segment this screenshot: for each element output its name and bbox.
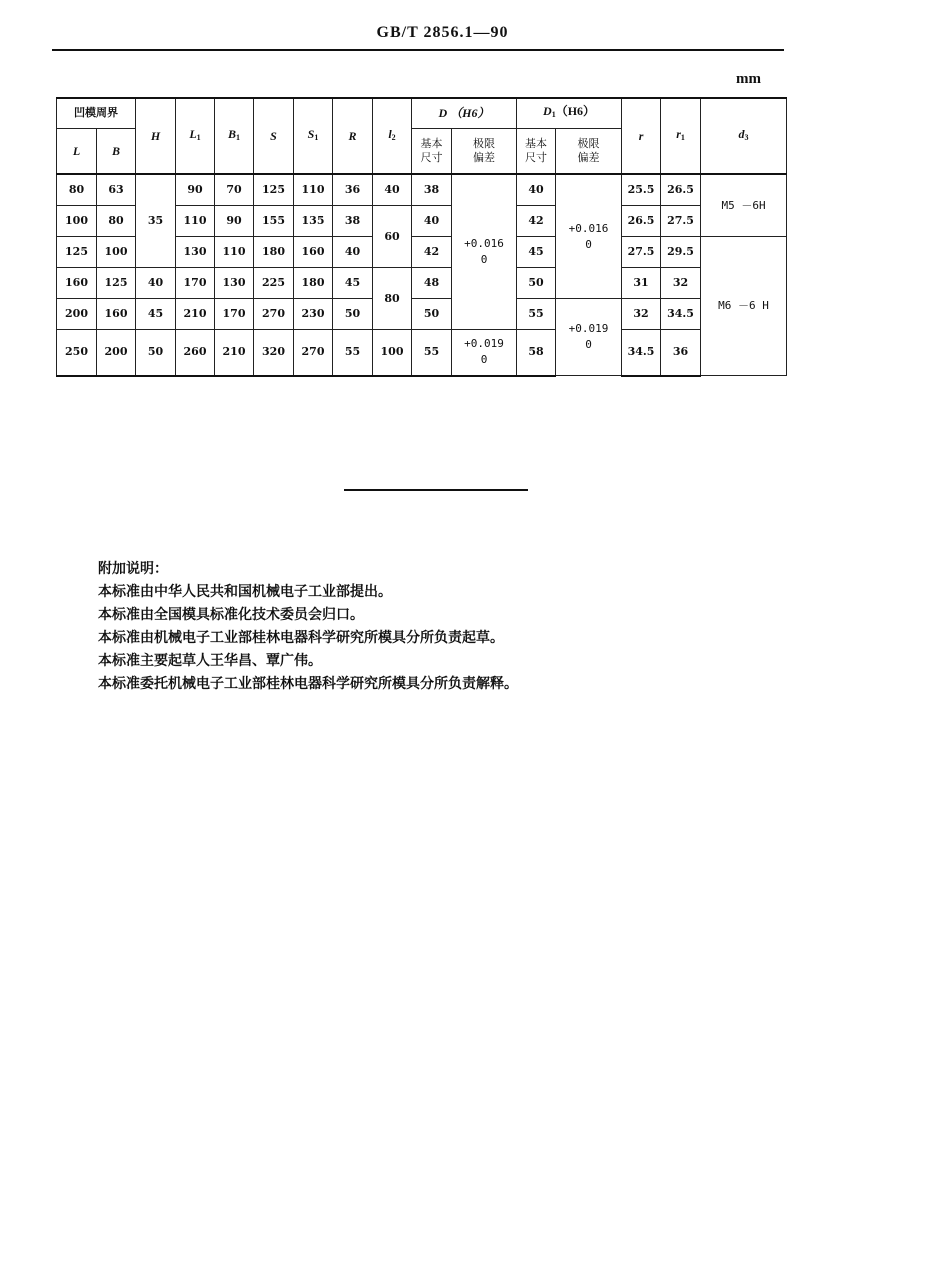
cell-S: 320 [254, 330, 294, 376]
cell-S1: 270 [294, 330, 333, 376]
cell-D1: 40 [517, 174, 556, 206]
col-D1-deviation: 极限 偏差 [556, 128, 622, 174]
cell-R: 36 [333, 174, 373, 206]
cell-D: 38 [412, 174, 452, 206]
cell-r: 31 [622, 268, 661, 299]
cell-D: 48 [412, 268, 452, 299]
cell-L: 100 [57, 206, 97, 237]
col-S1: $S_1$ [294, 98, 333, 174]
cell-R: 40 [333, 237, 373, 268]
cell-B: 160 [97, 299, 136, 330]
notes-line: 本标准由全国模具标准化技术委员会归口。 [98, 607, 364, 623]
cell-r: 26.5 [622, 206, 661, 237]
cell-B1: 130 [215, 268, 254, 299]
cell-L: 125 [57, 237, 97, 268]
cell-D: 55 [412, 330, 452, 376]
col-d3: $d_3$ [701, 98, 787, 174]
table-row [57, 330, 787, 376]
notes-line: 本标准主要起草人王华昌、覃广伟。 [98, 653, 322, 669]
cell-L1: 170 [176, 268, 215, 299]
cell-L1: 130 [176, 237, 215, 268]
cell-S: 125 [254, 174, 294, 206]
cell-L1: 210 [176, 299, 215, 330]
cell-S: 180 [254, 237, 294, 268]
col-B1: $B_1$ [215, 98, 254, 174]
cell-B: 200 [97, 330, 136, 376]
col-D-basic: 基本 尺寸 [412, 128, 452, 174]
cell-B: 125 [97, 268, 136, 299]
cell-L: 160 [57, 268, 97, 299]
notes-title: 附加说明： [98, 561, 168, 577]
cell-r1: 32 [661, 268, 701, 299]
cell-L1: 110 [176, 206, 215, 237]
page-header: GB/T 2856.1—90 [376, 24, 509, 41]
cell-H: 35 [136, 174, 176, 268]
cell-S: 155 [254, 206, 294, 237]
cell-D1: 45 [517, 237, 556, 268]
cell-L: 250 [57, 330, 97, 376]
col-r1: $r_1$ [661, 98, 701, 174]
col-L1: $L_1$ [176, 98, 215, 174]
col-l2: $l_2$ [373, 98, 412, 174]
header-row-1 [57, 98, 787, 128]
cell-S1: 180 [294, 268, 333, 299]
col-L: L [57, 128, 97, 174]
cell-S1: 110 [294, 174, 333, 206]
col-group-D: D （H6） [412, 98, 517, 128]
cell-L1: 90 [176, 174, 215, 206]
cell-L: 80 [57, 174, 97, 206]
cell-B: 100 [97, 237, 136, 268]
cell-L1: 260 [176, 330, 215, 376]
cell-D: 40 [412, 206, 452, 237]
cell-D1: 55 [517, 299, 556, 330]
cell-S1: 160 [294, 237, 333, 268]
dimension-table [56, 97, 787, 377]
cell-D-tolerance: +0.016 0 [452, 174, 517, 330]
section-separator [344, 489, 528, 491]
col-r: r [622, 98, 661, 174]
cell-B: 63 [97, 174, 136, 206]
additional-notes [98, 558, 878, 696]
cell-H: 45 [136, 299, 176, 330]
cell-r: 34.5 [622, 330, 661, 376]
cell-B1: 70 [215, 174, 254, 206]
col-R: R [333, 98, 373, 174]
col-B: B [97, 128, 136, 174]
cell-r: 25.5 [622, 174, 661, 206]
cell-D1: 58 [517, 330, 556, 376]
cell-H: 40 [136, 268, 176, 299]
col-S: S [254, 98, 294, 174]
cell-l2: 40 [373, 174, 412, 206]
col-D1-basic: 基本 尺寸 [517, 128, 556, 174]
table-row [57, 174, 787, 206]
cell-R: 50 [333, 299, 373, 330]
cell-B: 80 [97, 206, 136, 237]
cell-R: 45 [333, 268, 373, 299]
col-group-die-perimeter: 凹模周界 [57, 98, 136, 128]
cell-S1: 135 [294, 206, 333, 237]
table-row [57, 268, 787, 299]
cell-d3: M6 －6 H [701, 237, 787, 376]
cell-r1: 34.5 [661, 299, 701, 330]
cell-l2: 100 [373, 330, 412, 376]
cell-r1: 29.5 [661, 237, 701, 268]
cell-D1: 42 [517, 206, 556, 237]
cell-S: 225 [254, 268, 294, 299]
col-H: H [136, 98, 176, 174]
cell-r: 32 [622, 299, 661, 330]
cell-d3: M5 －6H [701, 174, 787, 237]
cell-D-tolerance: +0.019 0 [452, 330, 517, 376]
cell-D1: 50 [517, 268, 556, 299]
header-rule [52, 49, 784, 51]
notes-line: 本标准委托机械电子工业部桂林电器科学研究所模具分所负责解释。 [98, 676, 518, 692]
notes-line: 本标准由中华人民共和国机械电子工业部提出。 [98, 584, 392, 600]
cell-R: 55 [333, 330, 373, 376]
notes-line: 本标准由机械电子工业部桂林电器科学研究所模具分所负责起草。 [98, 630, 504, 646]
cell-D: 42 [412, 237, 452, 268]
cell-r1: 36 [661, 330, 701, 376]
cell-B1: 170 [215, 299, 254, 330]
unit-label: mm [736, 71, 761, 87]
cell-B1: 90 [215, 206, 254, 237]
cell-r1: 27.5 [661, 206, 701, 237]
cell-R: 38 [333, 206, 373, 237]
cell-L: 200 [57, 299, 97, 330]
cell-B1: 110 [215, 237, 254, 268]
cell-l2: 60 [373, 206, 412, 268]
cell-H: 50 [136, 330, 176, 376]
cell-S1: 230 [294, 299, 333, 330]
cell-l2: 80 [373, 268, 412, 330]
cell-D1-tolerance: +0.016 0 [556, 174, 622, 299]
col-group-D1: $D_1(H6)$ [517, 98, 622, 128]
col-D-deviation: 极限 偏差 [452, 128, 517, 174]
cell-D1-tolerance: +0.019 0 [556, 299, 622, 376]
cell-r: 27.5 [622, 237, 661, 268]
cell-D: 50 [412, 299, 452, 330]
cell-r1: 26.5 [661, 174, 701, 206]
cell-B1: 210 [215, 330, 254, 376]
table-row [57, 299, 787, 330]
cell-S: 270 [254, 299, 294, 330]
